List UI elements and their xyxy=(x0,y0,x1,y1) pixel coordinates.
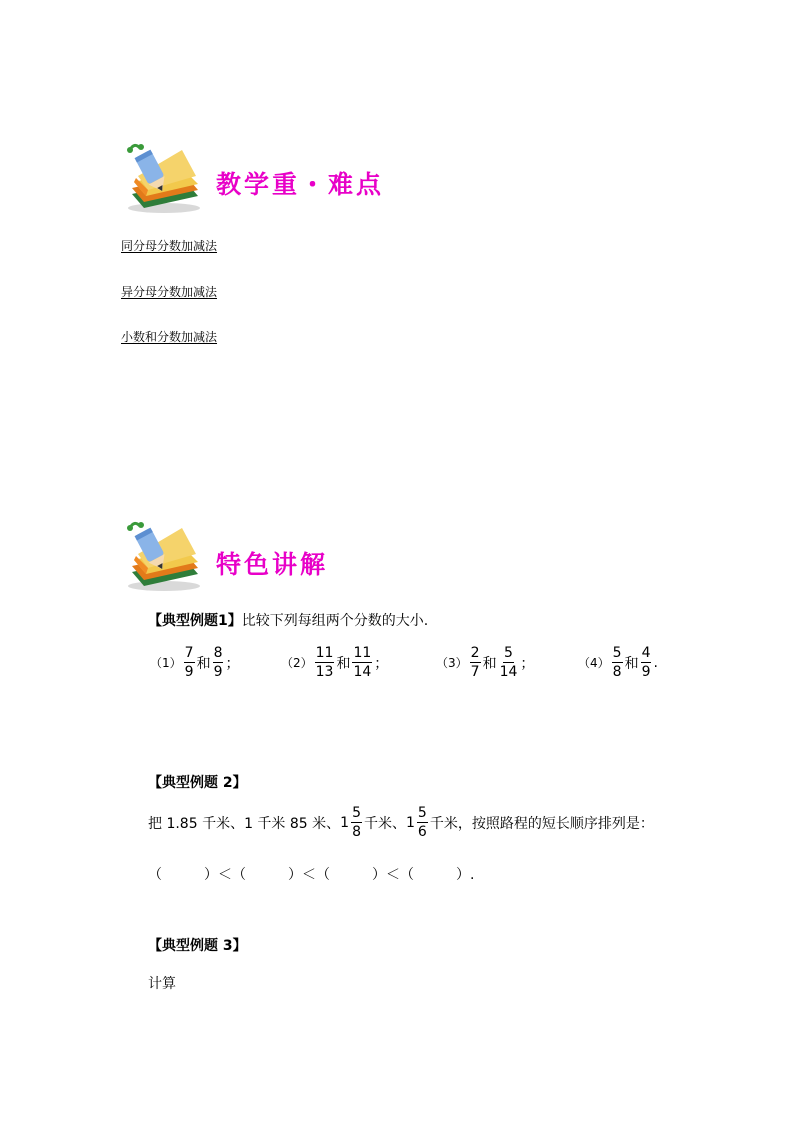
mixed-whole: 1 xyxy=(340,814,350,831)
item-end: ； xyxy=(225,655,240,672)
item-end: ； xyxy=(520,655,535,672)
item-end: . xyxy=(653,654,658,671)
item-index: （2） xyxy=(281,656,313,670)
item-index: （3） xyxy=(436,656,468,670)
topic-link-3[interactable]: 小数和分数加减法 xyxy=(121,330,218,344)
section-title-explanation: 特色讲解 xyxy=(216,550,329,579)
fraction: $\frac{8}{9}$ xyxy=(213,645,223,680)
fraction: $\frac{5}{8}$ xyxy=(612,645,622,680)
example2-answer-blanks: （ ）＜（ ）＜（ ）＜（ ）. xyxy=(148,867,475,883)
example3-label: 【典型例题 3】 xyxy=(148,938,247,954)
example1-header xyxy=(148,610,428,630)
example1-item-1 xyxy=(150,646,239,679)
and-text: 和 xyxy=(482,655,497,672)
fraction: $\frac{11}{14}$ xyxy=(353,645,372,680)
topic-link-1[interactable]: 同分母分数加减法 xyxy=(121,239,218,253)
example2-mid: 千米、 xyxy=(364,815,406,832)
example2-prefix: 把 1.85 千米、1 千米 85 米、 xyxy=(148,815,341,832)
mixed-whole: 1 xyxy=(406,814,415,831)
fraction: $\frac{5}{14}$ xyxy=(499,645,518,680)
example2-label: 【典型例题 2】 xyxy=(148,775,247,791)
fraction: $\frac{2}{7}$ xyxy=(470,645,480,680)
item-index: （4） xyxy=(578,656,610,670)
example1-item-4 xyxy=(578,646,658,679)
pencil-books-icon xyxy=(124,516,204,592)
item-end: ； xyxy=(374,655,389,672)
example1-label: 【典型例题1】 xyxy=(148,613,242,629)
and-text: 和 xyxy=(624,655,639,672)
and-text: 和 xyxy=(336,655,351,672)
example1-item-2 xyxy=(281,646,388,679)
item-index: （1） xyxy=(150,656,182,670)
example1-item-3 xyxy=(436,646,534,679)
and-text: 和 xyxy=(196,655,211,672)
example2-question xyxy=(148,806,654,839)
example3-text: 计算 xyxy=(148,976,176,992)
example2-suffix: 千米，按照路程的短长顺序排列是： xyxy=(429,815,654,832)
section-title-key-points: 教学重・难点 xyxy=(216,170,385,199)
fraction: $\frac{7}{9}$ xyxy=(184,645,194,680)
topic-link-2[interactable]: 异分母分数加减法 xyxy=(121,285,218,299)
fraction: $\frac{11}{13}$ xyxy=(315,645,334,680)
pencil-books-icon xyxy=(124,138,204,214)
fraction: $\frac{5}{8}$ xyxy=(352,805,361,840)
example1-question: 比较下列每组两个分数的大小. xyxy=(241,613,429,629)
fraction: $\frac{4}{9}$ xyxy=(641,645,651,680)
fraction: $\frac{5}{6}$ xyxy=(417,805,427,840)
